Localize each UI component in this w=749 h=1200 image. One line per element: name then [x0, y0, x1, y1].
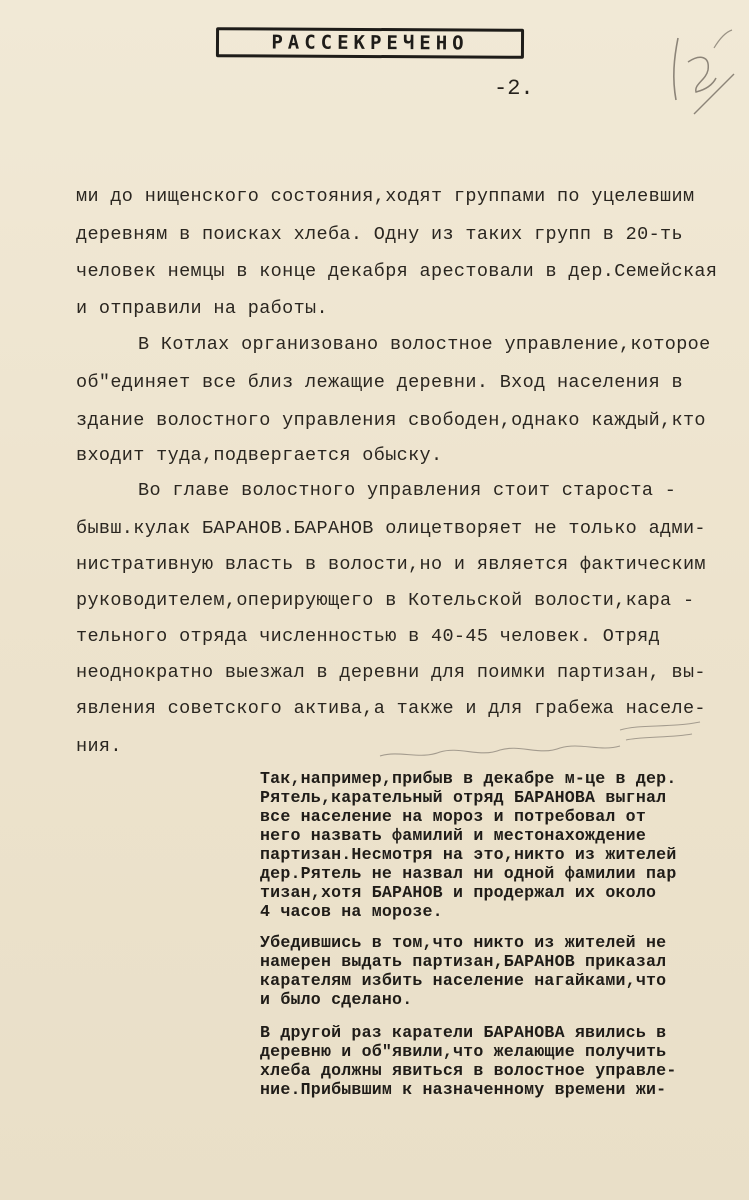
- body-line: и отправили на работы.: [76, 298, 328, 319]
- body-line: бывш.кулак БАРАНОВ.БАРАНОВ олицетворяет не только адми-: [76, 518, 706, 539]
- body-line: В Котлах организовано волостное управление,которое: [138, 334, 711, 355]
- excerpt-line: и было сделано.: [260, 990, 413, 1009]
- excerpt-line: Рятель,карательный отряд БАРАНОВА выгнал: [260, 788, 667, 807]
- body-line: ния.: [76, 736, 122, 757]
- body-line: неоднократно выезжал в деревни для поимки партизан, вы-: [76, 662, 706, 683]
- excerpt-line: все население на мороз и потребовал от: [260, 807, 646, 826]
- body-line: ми до нищенского состояния,ходят группами по уцелевшим: [76, 186, 695, 207]
- body-line: человек немцы в конце декабря арестовали в дер.Семейская: [76, 261, 718, 282]
- excerpt-line: Убедившись в том,что никто из жителей не: [260, 933, 667, 952]
- body-line: Во главе волостного управления стоит староста -: [138, 480, 677, 501]
- excerpt-line: дер.Рятель не назвал ни одной фамилии пар: [260, 864, 677, 883]
- excerpt-line: хлеба должны явиться в волостное управле-: [260, 1061, 677, 1080]
- excerpt-line: карателям избить население нагайками,что: [260, 971, 667, 990]
- body-line: деревням в поисках хлеба. Одну из таких групп в 20-ть: [76, 224, 683, 245]
- body-line: здание волостного управления свободен,однако каждый,кто: [76, 410, 706, 431]
- body-line: руководителем,оперирующего в Котельской волости,кара -: [76, 590, 695, 611]
- body-line: нистративную власть в волости,но и является фактическим: [76, 554, 706, 575]
- pencil-annotation: [664, 18, 738, 122]
- pencil-margin-note: [340, 716, 712, 772]
- excerpt-line: тизан,хотя БАРАНОВ и продержал их около: [260, 883, 657, 902]
- excerpt-line: него назвать фамилий и местонахождение: [260, 826, 646, 845]
- body-line: об"единяет все близ лежащие деревни. Вход населения в: [76, 372, 683, 393]
- body-line: тельного отряда численностью в 40-45 человек. Отряд: [76, 626, 661, 647]
- declassified-stamp: РАССЕКРЕЧЕНО: [216, 27, 524, 59]
- excerpt-line: партизан.Несмотря на это,никто из жителей: [260, 845, 677, 864]
- excerpt-line: 4 часов на морозе.: [260, 902, 443, 921]
- body-line: явления советского актива,а также и для грабежа населе-: [76, 698, 706, 719]
- excerpt-line: ние.Прибывшим к назначенному времени жи-: [260, 1080, 667, 1099]
- excerpt-line: В другой раз каратели БАРАНОВА явились в: [260, 1023, 667, 1042]
- excerpt-line: Так,например,прибыв в декабре м-це в дер.: [260, 769, 677, 788]
- excerpt-line: деревню и об"явили,что желающие получить: [260, 1042, 667, 1061]
- excerpt-line: намерен выдать партизан,БАРАНОВ приказал: [260, 952, 667, 971]
- body-line: входит туда,подвергается обыску.: [76, 445, 443, 466]
- page-number: -2.: [494, 76, 534, 101]
